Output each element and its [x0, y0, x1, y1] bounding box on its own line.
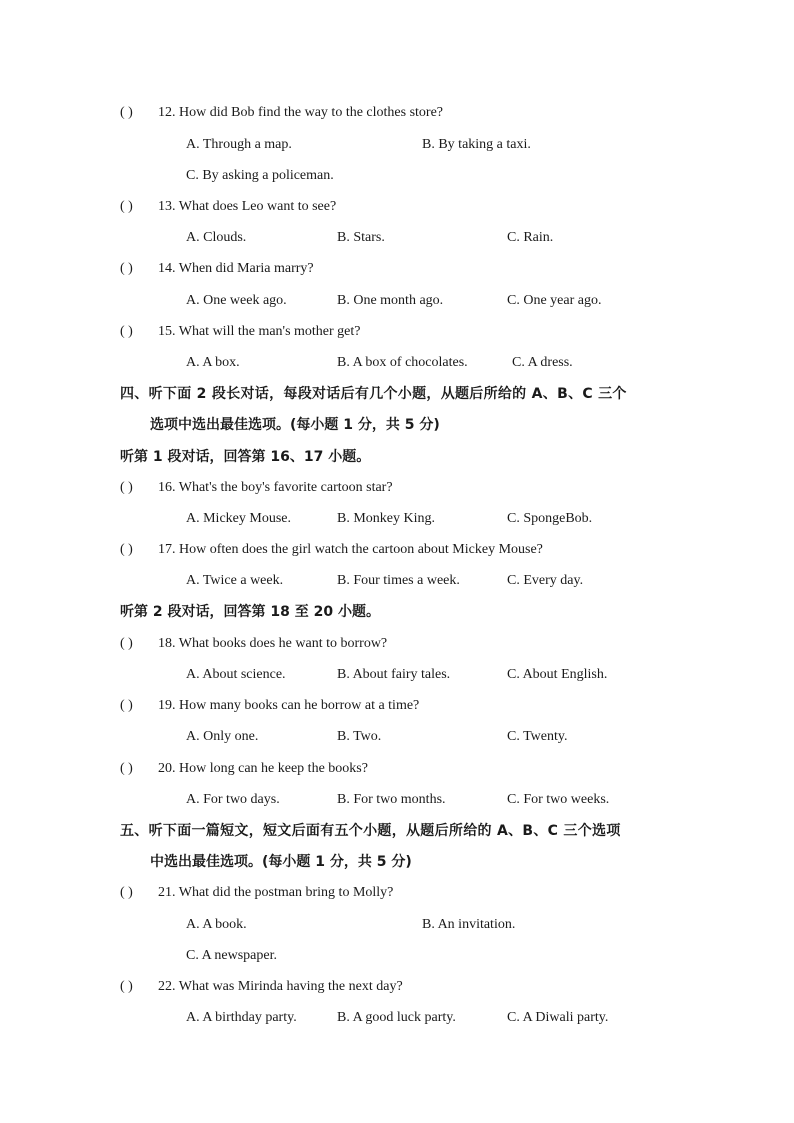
option-c: C. About English.: [507, 667, 608, 682]
answer-bracket[interactable]: ( ): [120, 261, 133, 276]
option-b: B. A good luck party.: [337, 1010, 456, 1025]
question-text: 22. What was Mirinda having the next day?: [158, 979, 403, 994]
option-c: C. A Diwali party.: [507, 1010, 609, 1025]
option-b: B. A box of chocolates.: [337, 355, 468, 370]
option-b: B. Two.: [337, 729, 382, 744]
question-text: 19. How many books can he borrow at a time?: [158, 698, 420, 713]
option-b: B. One month ago.: [337, 293, 444, 308]
answer-bracket[interactable]: ( ): [120, 885, 133, 900]
option-b: B. For two months.: [337, 792, 446, 807]
question-21: [120, 884, 393, 902]
answer-bracket[interactable]: ( ): [120, 199, 133, 214]
question-12: [120, 104, 443, 122]
answer-bracket[interactable]: ( ): [120, 542, 133, 557]
question-text: 20. How long can he keep the books?: [158, 761, 368, 776]
option-a: A. A book.: [186, 917, 247, 932]
option-c: C. Every day.: [507, 573, 584, 588]
answer-bracket[interactable]: ( ): [120, 480, 133, 495]
option-a: A. For two days.: [186, 792, 280, 807]
question-text: 16. What's the boy's favorite cartoon star?: [158, 480, 393, 495]
option-a: A. Twice a week.: [186, 573, 284, 588]
question-text: 14. When did Maria marry?: [158, 261, 314, 276]
question-text: 15. What will the man's mother get?: [158, 324, 361, 339]
section-5-heading-cont: 中选出最佳选项。(每小题 1 分，共 5 分): [150, 854, 412, 870]
option-b: B. Stars.: [337, 230, 385, 245]
option-a: A. Clouds.: [186, 230, 247, 245]
question-text: 18. What books does he want to borrow?: [158, 636, 388, 651]
question-15: [120, 323, 361, 341]
option-b: B. Monkey King.: [337, 511, 435, 526]
option-b: B. An invitation.: [422, 917, 516, 932]
option-a: A. Only one.: [186, 729, 259, 744]
dialog-2-heading: 听第 2 段对话，回答第 18 至 20 小题。: [120, 604, 380, 620]
question-13: [120, 198, 336, 216]
option-c: C. SpongeBob.: [507, 511, 593, 526]
dialog-1-heading: 听第 1 段对话，回答第 16、17 小题。: [120, 449, 371, 465]
question-22: [120, 978, 403, 996]
question-text: 13. What does Leo want to see?: [158, 199, 337, 214]
answer-bracket[interactable]: ( ): [120, 636, 133, 651]
section-4-heading: 四、听下面 2 段长对话，每段对话后有几个小题，从题后所给的 A、B、C 三个: [120, 386, 627, 402]
question-16: [120, 479, 393, 497]
option-b: B. By taking a taxi.: [422, 137, 531, 152]
option-b: B. About fairy tales.: [337, 667, 451, 682]
answer-bracket[interactable]: ( ): [120, 698, 133, 713]
option-a: A. Through a map.: [186, 137, 292, 152]
answer-bracket[interactable]: ( ): [120, 324, 133, 339]
option-a: A. Mickey Mouse.: [186, 511, 291, 526]
question-18: [120, 635, 387, 653]
option-c: C. A dress.: [512, 355, 573, 370]
option-c: C. Rain.: [507, 230, 554, 245]
answer-bracket[interactable]: ( ): [120, 761, 133, 776]
option-c: C. Twenty.: [507, 729, 568, 744]
question-17: [120, 541, 543, 559]
option-a: A. One week ago.: [186, 293, 287, 308]
option-a: A. A box.: [186, 355, 240, 370]
section-4-heading-cont: 选项中选出最佳选项。(每小题 1 分，共 5 分): [150, 417, 440, 433]
option-b: B. Four times a week.: [337, 573, 460, 588]
question-19: [120, 697, 419, 715]
question-text: 21. What did the postman bring to Molly?: [158, 885, 394, 900]
question-20: [120, 760, 368, 778]
option-a: A. A birthday party.: [186, 1010, 297, 1025]
section-5-heading: 五、听下面一篇短文，短文后面有五个小题，从题后所给的 A、B、C 三个选项: [120, 823, 621, 839]
answer-bracket[interactable]: ( ): [120, 979, 133, 994]
answer-bracket[interactable]: ( ): [120, 105, 133, 120]
option-c: C. For two weeks.: [507, 792, 610, 807]
question-text: 17. How often does the girl watch the cartoon about Mickey Mouse?: [158, 542, 543, 557]
question-14: [120, 260, 314, 278]
option-c: C. By asking a policeman.: [186, 168, 334, 183]
option-c: C. A newspaper.: [186, 948, 277, 963]
option-a: A. About science.: [186, 667, 286, 682]
question-text: 12. How did Bob find the way to the clothes store?: [158, 105, 444, 120]
option-c: C. One year ago.: [507, 293, 602, 308]
